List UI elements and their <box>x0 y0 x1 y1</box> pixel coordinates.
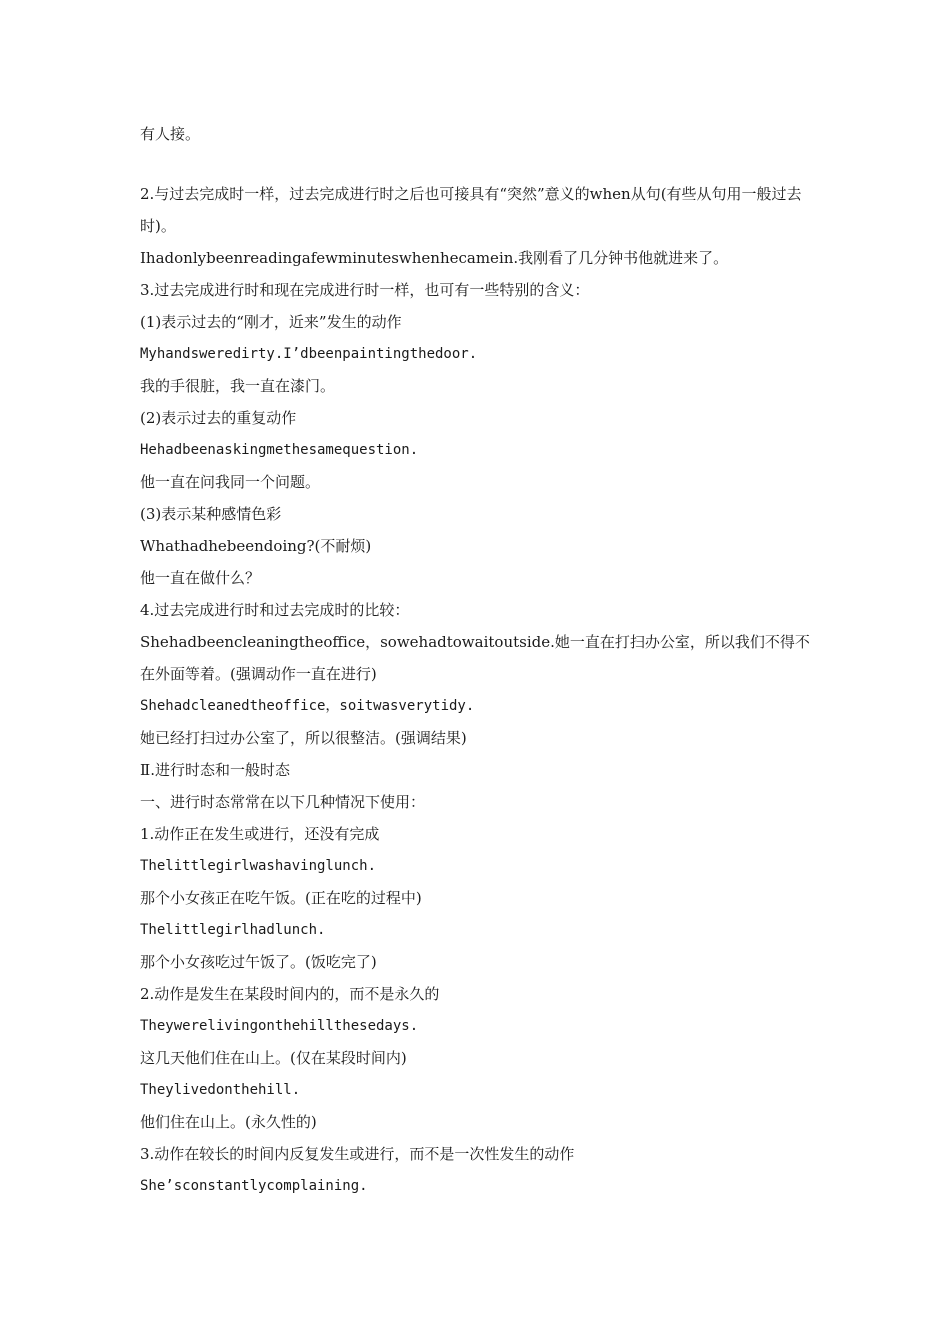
text-line: 有人接。 <box>140 125 201 143</box>
text-line: 那个小女孩正在吃午饭。(正在吃的过程中) <box>140 889 422 907</box>
text-line: Whathadhebeendoing?(不耐烦) <box>140 537 372 555</box>
text-line: Thelittlegirlwashavinglunch. <box>140 858 377 874</box>
text-line: Theylivedonthehill. <box>140 1082 301 1098</box>
text-line: 他一直在做什么？ <box>140 569 261 587</box>
text-line: (2)表示过去的重复动作 <box>140 409 297 427</box>
text-line: Shehadcleanedtheoffice，soitwasverytidy. <box>140 698 475 714</box>
text-line: 3.动作在较长的时间内反复发生或进行，而不是一次性发生的动作 <box>140 1145 575 1163</box>
text-line: 他一直在问我同一个问题。 <box>140 473 321 491</box>
text-line: Ihadonlybeenreadingafewminuteswhenhecamein.我刚看了几分钟书他就进来了。 <box>140 249 729 267</box>
text-line: Thelittlegirlhadlunch. <box>140 922 326 938</box>
text-line: Shehadbeencleaningtheoffice，sowehadtowaitoutside.她一直在打扫办公室，所以我们不得不在外面等着。(强调动作一直在进行) <box>140 633 810 683</box>
text-line: 一、进行时态常常在以下几种情况下使用： <box>140 793 426 811</box>
text-line: (3)表示某种感情色彩 <box>140 505 282 523</box>
text-line: (1)表示过去的“刚才，近来”发生的动作 <box>140 313 402 331</box>
text-line: Theywerelivingonthehillthesedays. <box>140 1018 419 1034</box>
text-line: 我的手很脏，我一直在漆门。 <box>140 377 336 395</box>
text-line: 1.动作正在发生或进行，还没有完成 <box>140 825 380 843</box>
text-line: 4.过去完成进行时和过去完成时的比较： <box>140 601 410 619</box>
text-line: Hehadbeenaskingmethesamequestion. <box>140 442 419 458</box>
text-line: 3.过去完成进行时和现在完成进行时一样，也可有一些特别的含义： <box>140 281 590 299</box>
text-line: 这几天他们住在山上。(仅在某段时间内) <box>140 1049 407 1067</box>
text-line: She’sconstantlycomplaining. <box>140 1178 368 1194</box>
text-line: 他们住在山上。(永久性的) <box>140 1113 317 1131</box>
text-line: 那个小女孩吃过午饭了。(饭吃完了) <box>140 953 377 971</box>
document-body <box>140 118 820 1202</box>
section-heading: Ⅱ.进行时态和一般时态 <box>140 761 290 779</box>
text-line: 她已经打扫过办公室了，所以很整洁。(强调结果) <box>140 729 467 747</box>
text-line: Myhandsweredirty.I’dbeenpaintingthedoor. <box>140 346 478 362</box>
text-line: 2.动作是发生在某段时间内的，而不是永久的 <box>140 985 440 1003</box>
text-line: 2.与过去完成时一样，过去完成进行时之后也可接具有“突然”意义的when从句(有些从句用一般过去时)。 <box>140 185 802 235</box>
